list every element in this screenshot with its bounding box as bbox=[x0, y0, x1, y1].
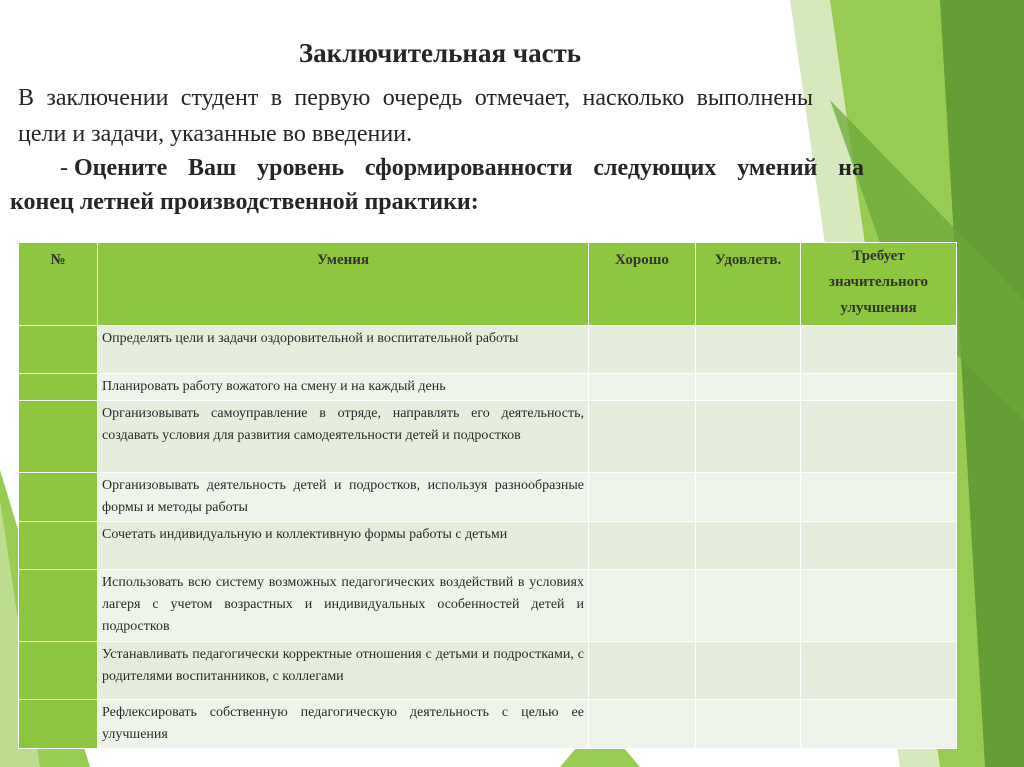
table-row bbox=[19, 326, 957, 374]
row-num-cell bbox=[19, 473, 98, 522]
row-num-cell bbox=[19, 401, 98, 473]
skill-cell: Организовывать самоуправление в отряде, направлять его деятельность, создавать условия для развития самодеятельности детей и подростков bbox=[98, 401, 589, 473]
rating-satisfactory-cell[interactable] bbox=[696, 522, 801, 570]
header-good: Хорошо bbox=[589, 243, 696, 326]
rating-needs-improvement-cell[interactable] bbox=[801, 473, 957, 522]
row-num-cell bbox=[19, 374, 98, 401]
rating-needs-improvement-cell[interactable] bbox=[801, 700, 957, 749]
row-num-cell bbox=[19, 522, 98, 570]
skill-cell: Рефлексировать собственную педагогическую деятельность с целью ее улучшения bbox=[98, 700, 589, 749]
rating-satisfactory-cell[interactable] bbox=[696, 700, 801, 749]
instruction-word-6: умений bbox=[737, 155, 818, 181]
header-satisfactory: Удовлетв. bbox=[696, 243, 801, 326]
rating-needs-improvement-cell[interactable] bbox=[801, 522, 957, 570]
rating-good-cell[interactable] bbox=[589, 522, 696, 570]
rating-satisfactory-cell[interactable] bbox=[696, 473, 801, 522]
page-title: Заключительная часть bbox=[298, 38, 582, 68]
skill-cell: Планировать работу вожатого на смену и на каждый день bbox=[98, 374, 589, 401]
instruction-word-7: на bbox=[838, 155, 864, 181]
skills-table bbox=[18, 242, 957, 749]
table-header-row bbox=[19, 243, 957, 326]
rating-satisfactory-cell[interactable] bbox=[696, 570, 801, 642]
instruction-word-5: следующих bbox=[593, 155, 717, 181]
table-row bbox=[19, 522, 957, 570]
skill-cell: Определять цели и задачи оздоровительной и воспитательной работы bbox=[98, 326, 589, 374]
rating-good-cell[interactable] bbox=[589, 642, 696, 700]
rating-satisfactory-cell[interactable] bbox=[696, 401, 801, 473]
table-row bbox=[19, 700, 957, 749]
rating-needs-improvement-cell[interactable] bbox=[801, 374, 957, 401]
instruction-dash: - bbox=[60, 155, 68, 181]
rating-good-cell[interactable] bbox=[589, 374, 696, 401]
rating-satisfactory-cell[interactable] bbox=[696, 374, 801, 401]
row-num-cell bbox=[19, 570, 98, 642]
header-skill: Умения bbox=[98, 243, 589, 326]
rating-needs-improvement-cell[interactable] bbox=[801, 570, 957, 642]
header-num: № bbox=[19, 243, 98, 326]
table-row bbox=[19, 473, 957, 522]
rating-needs-improvement-cell[interactable] bbox=[801, 642, 957, 700]
rating-good-cell[interactable] bbox=[589, 700, 696, 749]
table-row bbox=[19, 401, 957, 473]
row-num-cell bbox=[19, 326, 98, 374]
instruction-line bbox=[60, 152, 864, 184]
instruction-continuation: конец летней производственной практики: bbox=[10, 189, 479, 215]
instruction-word-2: Ваш bbox=[188, 155, 237, 181]
table-row bbox=[19, 642, 957, 700]
rating-good-cell[interactable] bbox=[589, 570, 696, 642]
skill-cell: Устанавливать педагогически корректные отношения с детьми и подростками, с родителями воспитанников, с коллегами bbox=[98, 642, 589, 700]
intro-paragraph: В заключении студент в первую очередь отмечает, насколько выполнены цели и задачи, указанные во введении. bbox=[18, 85, 813, 147]
rating-needs-improvement-cell[interactable] bbox=[801, 326, 957, 374]
rating-satisfactory-cell[interactable] bbox=[696, 642, 801, 700]
rating-good-cell[interactable] bbox=[589, 326, 696, 374]
instruction-word-3: уровень bbox=[257, 155, 345, 181]
instruction-word-1: - Оцените bbox=[60, 155, 168, 181]
row-num-cell bbox=[19, 700, 98, 749]
skill-cell: Использовать всю систему возможных педагогических воздействий в условиях лагеря с учетом возрастных и индивидуальных особенностей детей и подростков bbox=[98, 570, 589, 642]
row-num-cell bbox=[19, 642, 98, 700]
rating-satisfactory-cell[interactable] bbox=[696, 326, 801, 374]
rating-good-cell[interactable] bbox=[589, 473, 696, 522]
skill-cell: Сочетать индивидуальную и коллективную формы работы с детьми bbox=[98, 522, 589, 570]
instruction-word-4: сформированности bbox=[364, 155, 573, 181]
skill-cell: Организовывать деятельность детей и подростков, используя разнообразные формы и методы работы bbox=[98, 473, 589, 522]
rating-needs-improvement-cell[interactable] bbox=[801, 401, 957, 473]
table-row bbox=[19, 570, 957, 642]
rating-good-cell[interactable] bbox=[589, 401, 696, 473]
table-row bbox=[19, 374, 957, 401]
header-needs-improvement: Требует значительного улучшения bbox=[801, 243, 957, 326]
